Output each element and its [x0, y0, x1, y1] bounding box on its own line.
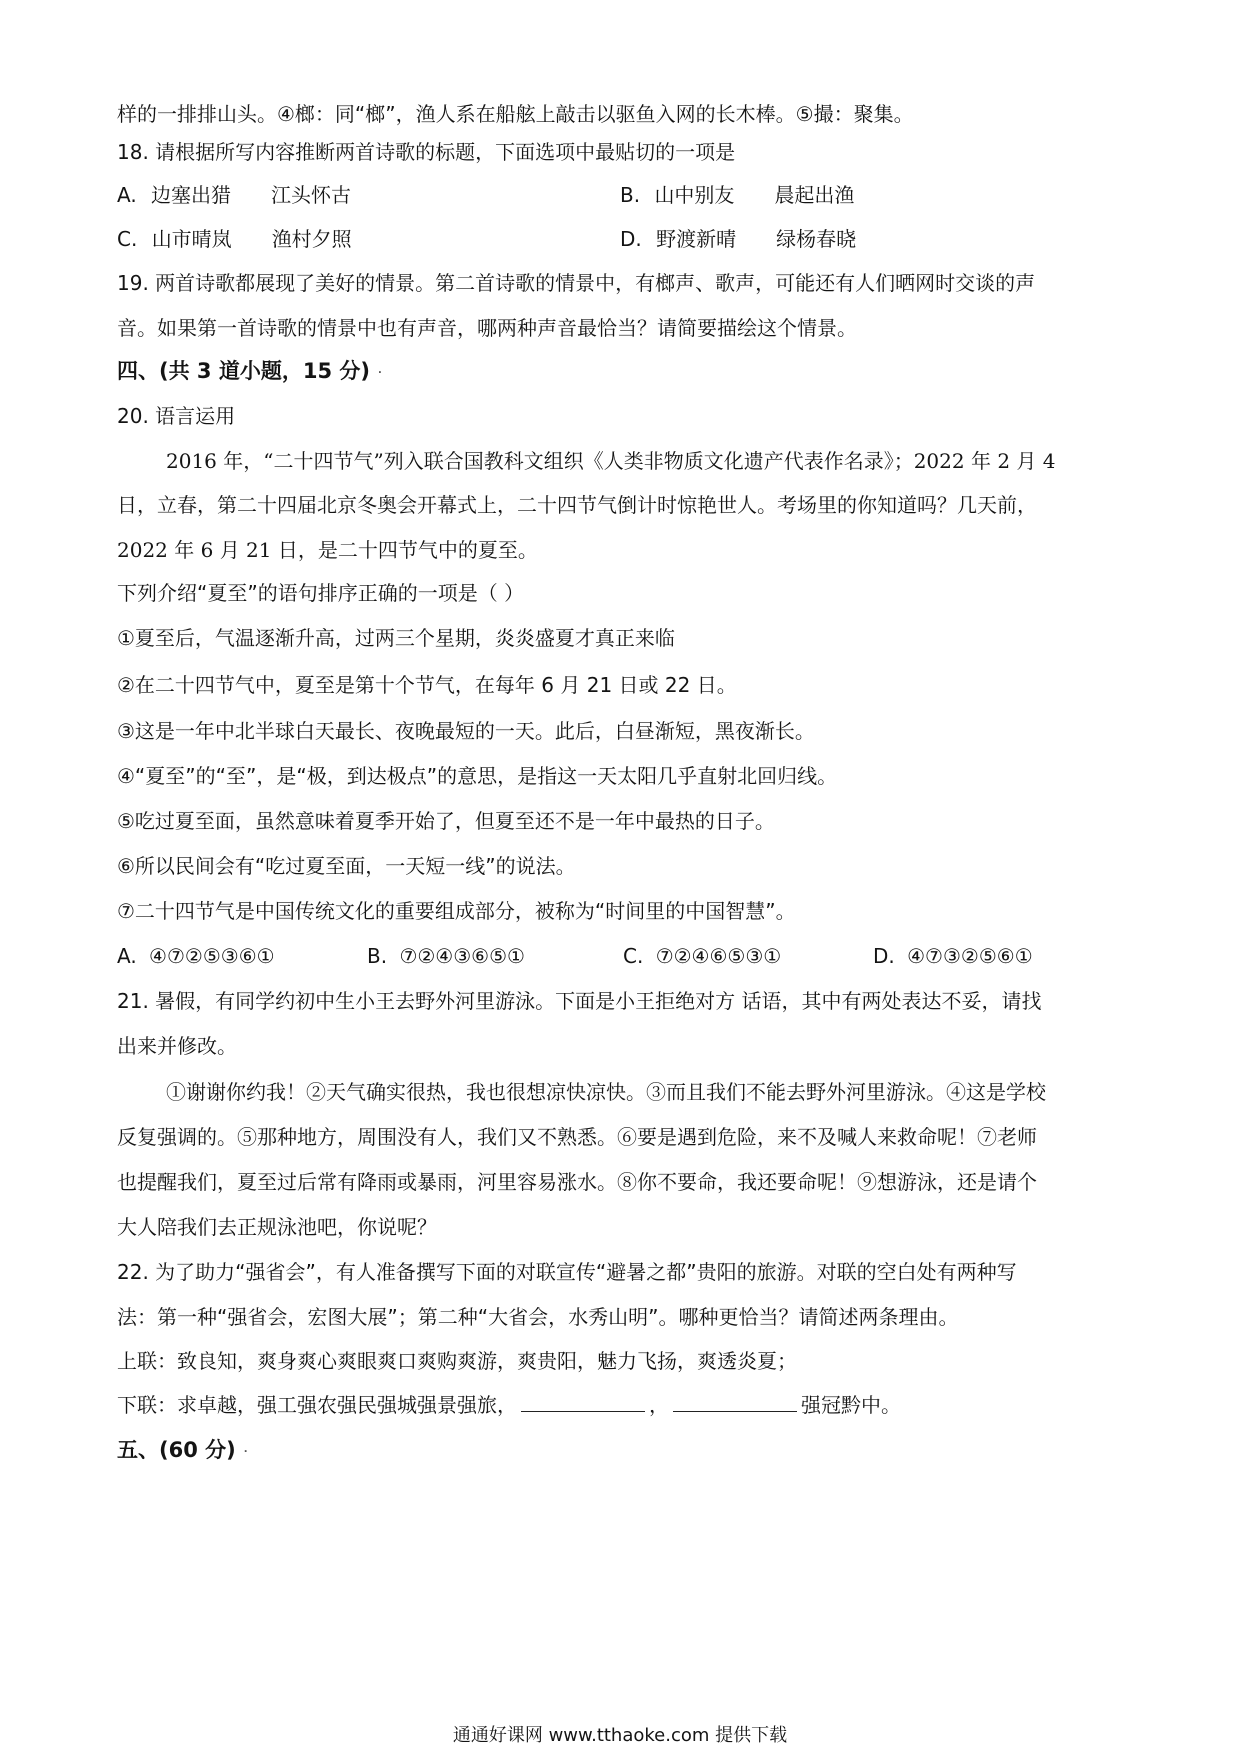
option-letter: D.: [873, 944, 895, 968]
option-text: 绿杨春晓: [776, 227, 857, 251]
option-text: 边塞出猎: [151, 183, 232, 207]
option-letter: C.: [623, 944, 644, 968]
q21-passage-line-3: 也提醒我们，夏至过后常有降雨或暴雨，河里容易涨水。⑧你不要命，我还要命呢！⑨想游泳，还是请个: [117, 1170, 1037, 1194]
q20-option-a: [117, 941, 275, 971]
q20-passage-line-1: 2016 年，“二十四节气”列入联合国教科文组织《人类非物质文化遗产代表作名录》；2022 年 2 月 4: [166, 449, 1056, 473]
section-5-title: 五、(60 分): [117, 1438, 236, 1462]
q22-line-2: 法：第一种“强省会，宏图大展”；第二种“大省会，水秀山明”。哪种更恰当？请简述两条理由。: [117, 1305, 959, 1329]
q21-passage-line-4: 大人陪我们去正规泳池吧，你说呢？: [117, 1215, 437, 1239]
q20-title: 20. 语言运用: [117, 404, 236, 428]
option-text: ④⑦②⑤③⑥①: [149, 944, 275, 968]
option-letter: D.: [620, 227, 642, 251]
lower-couplet-end: 强冠黔中。: [801, 1393, 901, 1417]
q18-stem: 18. 请根据所写内容推断两首诗歌的标题，下面选项中最贴切的一项是: [117, 140, 736, 164]
q18-option-d: [620, 224, 856, 254]
option-letter: B.: [367, 944, 388, 968]
q22-line-1: 22. 为了助力“强省会”，有人准备撰写下面的对联宣传“避暑之都”贵阳的旅游。对联的空白处有两种写: [117, 1260, 1017, 1284]
lower-couplet-start: 下联：求卓越，强工强农强民强城强景强旅，: [117, 1393, 517, 1417]
footer-source: 通通好课网 www.tthaoke.com 提供下载: [452, 1725, 788, 1746]
section-5-heading: 五、(60 分) .: [117, 1438, 248, 1462]
option-text: ⑦②④③⑥⑤①: [399, 944, 525, 968]
lower-couplet-separator: ，: [649, 1393, 669, 1417]
section-4-heading: 四、(共 3 道小题，15 分) .: [117, 359, 382, 383]
q21-passage-line-2: 反复强调的。⑤那种地方，周围没有人，我们又不熟悉。⑥要是遇到危险，来不及喊人来救命呢！⑦老师: [117, 1125, 1037, 1149]
option-text: 野渡新晴: [656, 227, 737, 251]
option-text: ④⑦③②⑤⑥①: [907, 944, 1033, 968]
q20-sentence-2: ②在二十四节气中，夏至是第十个节气，在每年 6 月 21 日或 22 日。: [117, 673, 737, 697]
q22-lower-couplet: [117, 1390, 1137, 1420]
option-letter: A.: [117, 183, 137, 207]
option-text: 江头怀古: [271, 183, 352, 207]
annotation-tail: 样的一排排山头。④榔：同“榔”，渔人系在船舷上敲击以驱鱼入网的长木棒。⑤撮：聚集。: [117, 102, 914, 126]
q20-option-b: [367, 941, 525, 971]
q18-option-c: [117, 224, 352, 254]
option-text: ⑦②④⑥⑤③①: [655, 944, 782, 968]
q20-option-c: [623, 941, 781, 971]
q21-passage-line-1: ①谢谢你约我！②天气确实很热，我也很想凉快凉快。③而且我们不能去野外河里游泳。④这是学校: [166, 1080, 1046, 1104]
q21-line-1: 21. 暑假，有同学约初中生小王去野外河里游泳。下面是小王拒绝对方 话语，其中有两处表达不妥，请找: [117, 989, 1042, 1013]
option-letter: B.: [620, 183, 641, 207]
option-text: 山中别友: [654, 183, 735, 207]
q18-option-a: [117, 180, 351, 210]
q20-passage-line-3: 2022 年 6 月 21 日，是二十四节气中的夏至。: [117, 538, 538, 562]
option-letter: C.: [117, 227, 138, 251]
q20-sentence-6: ⑥所以民间会有“吃过夏至面，一天短一线”的说法。: [117, 854, 576, 878]
q21-line-2: 出来并修改。: [117, 1034, 237, 1058]
option-letter: A.: [117, 944, 137, 968]
q20-sentence-1: ①夏至后，气温逐渐升高，过两三个星期，炎炎盛夏才真正来临: [117, 626, 675, 650]
q20-sentence-4: ④“夏至”的“至”，是“极，到达极点”的意思，是指这一天太阳几乎直射北回归线。: [117, 764, 838, 788]
q20-option-d: [873, 941, 1033, 971]
q19-line-1: 19. 两首诗歌都展现了美好的情景。第二首诗歌的情景中，有榔声、歌声，可能还有人们晒网时交谈的声: [117, 271, 1036, 295]
q18-option-b: [620, 180, 854, 210]
q20-sentence-5: ⑤吃过夏至面，虽然意味着夏季开始了，但夏至还不是一年中最热的日子。: [117, 809, 775, 833]
option-text: 山市晴岚: [151, 227, 232, 251]
q19-line-2: 音。如果第一首诗歌的情景中也有声音，哪两种声音最恰当？请简要描绘这个情景。: [117, 316, 857, 340]
q20-sentence-3: ③这是一年中北半球白天最长、夜晚最短的一天。此后，白昼渐短，黑夜渐长。: [117, 719, 815, 743]
q22-upper-couplet: 上联：致良知，爽身爽心爽眼爽口爽购爽游，爽贵阳，魅力飞扬，爽透炎夏；: [117, 1349, 797, 1373]
option-text: 晨起出渔: [774, 183, 855, 207]
q20-stem: 下列介绍“夏至”的语句排序正确的一项是（ ）: [117, 581, 525, 605]
q20-sentence-7: ⑦二十四节气是中国传统文化的重要组成部分，被称为“时间里的中国智慧”。: [117, 899, 796, 923]
answer-blank-1[interactable]: [521, 1391, 645, 1412]
q20-passage-line-2: 日，立春，第二十四届北京冬奥会开幕式上，二十四节气倒计时惊艳世人。考场里的你知道吗？几天前，: [117, 493, 1037, 517]
answer-blank-2[interactable]: [673, 1391, 797, 1412]
option-text: 渔村夕照: [271, 227, 352, 251]
section-4-title: 四、(共 3 道小题，15 分): [117, 359, 370, 383]
